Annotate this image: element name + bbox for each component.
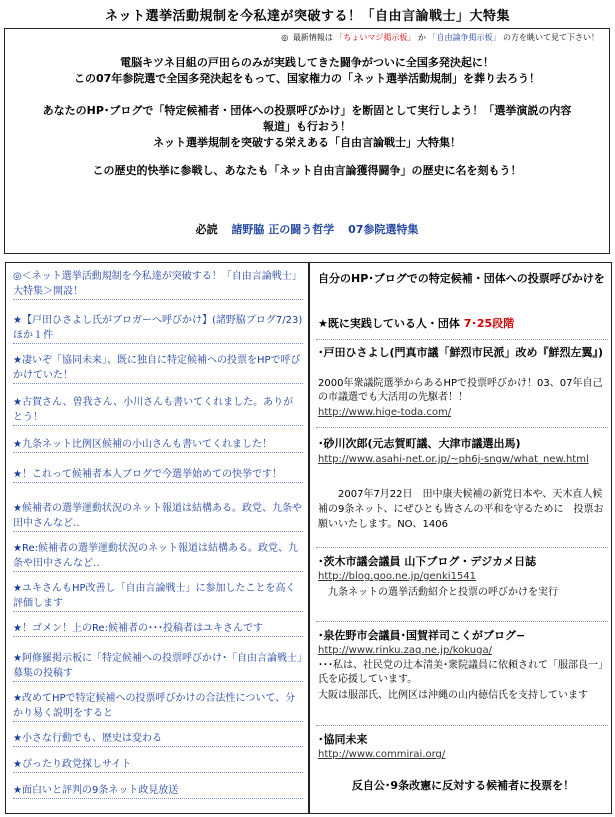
candidate-call-panel (309, 262, 612, 814)
divider (316, 547, 608, 548)
philosophy-link[interactable]: 諸野脇 正の闘う哲学 (231, 223, 335, 236)
election-special-link[interactable]: 07参院選特集 (348, 223, 419, 236)
notice-board-link-2[interactable]: 「自由論争掲示板」 (428, 33, 501, 42)
entry-body: 大阪は服部氏、比例区は沖縄の山内徳信氏を支持しています (318, 690, 588, 701)
intro-panel (4, 28, 610, 254)
already-label: ★既に実践している人・団体 (318, 317, 460, 330)
intro-line: 報道」も行おう！ (263, 120, 351, 133)
notice-mid: か (417, 33, 426, 42)
entry-name: ･戸田ひさよし(門真市議「鮮烈市民派」改め『鮮烈左翼』) (318, 346, 604, 359)
list-item[interactable]: ★改めてHPで特定候補への投票呼びかけの合法性について、分かり易く説明をすると (13, 691, 303, 722)
entry-url-link[interactable]: http://www.rinku.zaq.ne.jp/kokuga/ (318, 645, 492, 656)
list-item[interactable]: ★！これって候補者本人ブログで今選挙始めての快挙です！ (13, 467, 303, 483)
list-item[interactable]: ★！ゴメン！上のRe:候補者の･･･投稿者はユキさんです (13, 621, 303, 637)
notice-suffix: の方を眺いて見て下さい！ (503, 33, 599, 42)
bullet-icon: ◎ (281, 33, 289, 42)
entry-name: ･泉佐野市会議員･国賀祥司こくがブログ− (318, 629, 526, 642)
entry-body: ･･･私は、社民党の辻本清美･衆院議員に依頼されて「服部良一」氏を応援しています。 (318, 660, 608, 685)
intro-line: あなたのHP･ブログで「特定候補者・団体への投票呼びかけ」を断固として実行しよう！「選挙演説の内容 (42, 104, 572, 117)
already-date: 7･25段階 (463, 317, 515, 330)
list-item[interactable]: ◎＜ネット選挙活動規制を今私達が突破する！「自由言論戦士」大特集＞開設！ (13, 269, 303, 300)
page-title: ネット選挙活動規制を今私達が突破する！「自由言論戦士」大特集 (104, 9, 510, 24)
entry-name: ･砂川次郎(元志賀町議、大津市議選出馬) (318, 437, 521, 450)
already-practicing-heading (318, 315, 608, 331)
notice-board-link-1[interactable]: 「ちょいマジ掲示板」 (335, 33, 416, 42)
footer-call: 反自公･9条改憲に反対する候補者に投票を！ (351, 779, 575, 792)
intro-line: ネット選挙規制を突破する栄えある「自由言論戦士」大特集！ (153, 136, 461, 149)
must-read-links (5, 221, 609, 237)
list-item[interactable]: ★候補者の選挙運動状況のネット報道は結構ある。政党、九条や田中さんなど‥ (13, 501, 303, 532)
entry-url-link[interactable]: http://www.hige-toda.com/ (318, 407, 452, 418)
list-item[interactable]: ★阿修羅掲示板に「特定候補への投票呼びかけ･「自由言論戦士」募集の投稿す (13, 651, 303, 682)
entry-body: 2007年7月22日 田中康夫候補の新党日本や、天木直人候補の9条ネット、にぜひとも皆さんの平和を守るために 投票お願いいたします。NO、1406 (318, 489, 604, 530)
news-link-list (5, 262, 309, 814)
entry-body: 2000年衆議院選挙からあるHPで投票呼びかけ！03、07年自己の市議選でも大活用の先駆者！！ (318, 378, 603, 403)
list-item[interactable]: ★ぴったり政党探しサイト (13, 757, 303, 773)
latest-info-notice (281, 32, 599, 43)
notice-prefix: 最新情報は (292, 33, 333, 42)
list-item[interactable]: ★面白いと評判の9条ネット政見放送 (13, 783, 303, 799)
divider (316, 621, 608, 622)
entry-url-link[interactable]: http://www.asahi-net.or.jp/~ph6j-sngw/what_new.html (318, 454, 589, 465)
list-item[interactable]: ★ユキさんもHP改善し「自由言論戦士」に参加したことを高く評価します (13, 581, 303, 612)
list-item[interactable]: ★Re:候補者の選挙運動状況のネット報道は結構ある。政党、九条や田中さんなど‥ (13, 541, 303, 572)
intro-line: 電脳キツネ目組の戸田らのみが実践してきた闘争がついに全国多発決起に！ (120, 56, 494, 69)
intro-line: この歴史的快挙に参戦し、あなたも「ネット自由言論獲得闘争」の歴史に名を刻もう！ (92, 164, 522, 177)
entry-body: 九条ネットの選挙活動紹介と投票の呼びかけを実行 (328, 587, 558, 598)
list-item[interactable]: ★小さな行動でも、歴史は変わる (13, 731, 303, 747)
divider (316, 427, 608, 428)
entry-url-link[interactable]: http://blog.goo.ne.jp/genki1541 (318, 571, 477, 582)
divider (316, 725, 608, 726)
list-item[interactable]: ★【戸田ひさよし氏がブロガーへ呼びかけ】(諸野脇ブログ7/23)ほか１件 (13, 313, 303, 344)
entry-name: ･協同未来 (318, 733, 368, 746)
must-read-label: 必読 (195, 223, 218, 236)
entry-name: ･茨木市議会議員 山下ブログ・デジカメ日誌 (318, 555, 537, 568)
list-item[interactable]: ★九条ネット比例区候補の小山さんも書いてくれました！ (13, 437, 303, 453)
list-item[interactable]: ★古賀さん、曽我さん、小川さんも書いてくれました。ありがとう！ (13, 395, 303, 426)
right-heading: 自分のHP･ブログでの特定候補・団体への投票呼びかけを (318, 272, 605, 285)
divider (316, 339, 608, 340)
entry-url-link[interactable]: http://www.commirai.org/ (318, 749, 446, 760)
intro-line: この07年参院選で全国多発決起をもって、国家権力の「ネット選挙活動規制」を葬り去ろう！ (73, 72, 541, 85)
list-item[interactable]: ★凄いぞ「協同未来」、既に独自に特定候補への投票をHPで呼びかけていた！ (13, 353, 303, 384)
